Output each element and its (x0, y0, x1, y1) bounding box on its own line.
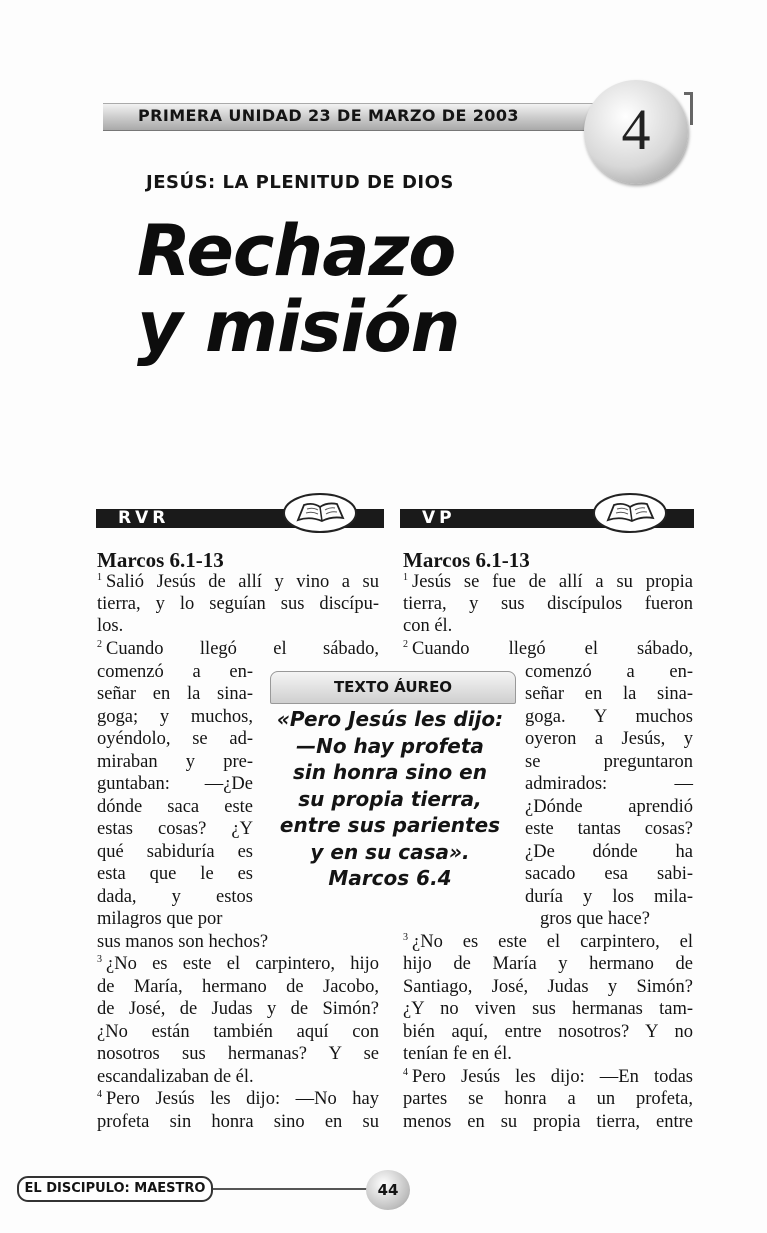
rvr-line: sus manos son hechos? (97, 932, 269, 952)
vp-line: menos en su propia tierra, entre (403, 1112, 693, 1132)
rvr-version-bar (96, 509, 384, 528)
rvr-line: escandalizaban de él. (97, 1067, 254, 1087)
vp-line: duría y los mila- (525, 887, 693, 907)
vp-version-bar (400, 509, 694, 528)
rvr-reference: Marcos 6.1-13 (97, 548, 224, 572)
rvr-line: oyéndolo, se ad- (97, 729, 253, 749)
rvr-line: miraban y pre- (97, 752, 253, 772)
rvr-line: los. (97, 616, 124, 636)
rvr-line: $^2$ Cuando llegó el sábado, (97, 638, 379, 659)
footer-publication-label: EL DISCIPULO: MAESTRO (17, 1176, 213, 1202)
rvr-line: $^1$ Salió Jesús de allí y vino a su (97, 571, 379, 592)
vp-line: $^3$ ¿No es este el carpintero, el (403, 931, 693, 952)
rvr-line: esta que le es (97, 864, 253, 884)
rvr-line: señar en la sina- (97, 684, 253, 704)
lesson-title-line-2: y misión (137, 286, 460, 368)
vp-line: tenían fe en él. (403, 1044, 512, 1064)
rvr-line: dada, y estos (97, 887, 253, 907)
verse-number: 4 (97, 1088, 102, 1100)
vp-line: goga. Y muchos (525, 707, 693, 727)
vp-line: $^4$ Pero Jesús les dijo: —En todas (403, 1066, 693, 1087)
rvr-line: ¿No están también aquí con (97, 1022, 379, 1042)
open-book-icon (282, 492, 358, 534)
golden-text-line: y en su casa». (310, 839, 470, 864)
vp-line: oyeron a Jesús, y (525, 729, 693, 749)
rvr-line: $^4$ Pero Jesús les dijo: —No hay (97, 1088, 379, 1109)
vp-line: comenzó a en- (525, 662, 693, 682)
vp-line: Santiago, José, Judas y Simón? (403, 977, 693, 997)
lesson-title-line-1: Rechazo (137, 210, 456, 292)
golden-text-line: «Pero Jesús les dijo: (276, 707, 504, 731)
rvr-line: dónde saca este (97, 797, 253, 817)
verse-number: 3 (403, 931, 408, 943)
vp-line: gros que hace? (540, 909, 650, 929)
golden-text-label: TEXTO ÁUREO (270, 671, 516, 704)
golden-text-line: su propia tierra, (298, 786, 482, 811)
vp-line: con él. (403, 616, 453, 636)
vp-line: se preguntaron (525, 752, 693, 772)
vp-line: ¿De dónde ha (525, 842, 693, 862)
rvr-line: tierra, y lo seguían sus discípu- (97, 594, 379, 614)
rvr-line: milagros que por (97, 909, 223, 929)
lesson-title (137, 210, 460, 368)
unit-subtitle: JESÚS: LA PLENITUD DE DIOS (146, 172, 454, 193)
vp-line: $^2$ Cuando llegó el sábado, (403, 638, 693, 659)
rvr-line: guntaban: —¿De (97, 774, 253, 794)
vp-label: VP (422, 508, 456, 528)
vp-line: admirados: — (525, 774, 693, 794)
vp-reference: Marcos 6.1-13 (403, 548, 530, 572)
rvr-line: profeta sin honra sino en su (97, 1112, 379, 1132)
page-number: 44 (366, 1170, 410, 1210)
vp-line: sacado esa sabi- (525, 864, 693, 884)
golden-text-line: —No hay profeta (296, 733, 484, 758)
golden-text-line: entre sus parientes (279, 813, 501, 837)
rvr-line: nosotros sus hermanas? Y se (97, 1044, 379, 1064)
verse-number: 2 (403, 638, 408, 650)
rvr-line: comenzó a en- (97, 662, 253, 682)
vp-line: ¿Dónde aprendió (525, 797, 693, 817)
rvr-line: de José, de Judas y de Simón? (97, 999, 379, 1019)
vp-line: $^1$ Jesús se fue de allí a su propia (403, 571, 693, 592)
verse-number: 4 (403, 1066, 408, 1078)
unit-date-header: PRIMERA UNIDAD 23 DE MARZO DE 2003 (138, 106, 519, 125)
rvr-line: goga; y muchos, (97, 707, 253, 727)
rvr-line: $^3$ ¿No es este el carpintero, hijo (97, 953, 379, 974)
vp-line: bién aquí, entre nosotros? Y no (403, 1022, 693, 1042)
rvr-line: qué sabiduría es (97, 842, 253, 862)
vp-line: tierra, y sus discípulos fueron (403, 594, 693, 614)
rvr-line: estas cosas? ¿Y (97, 819, 253, 839)
verse-number: 1 (403, 571, 408, 583)
lesson-number-badge (584, 80, 688, 184)
rvr-label: RVR (118, 508, 170, 528)
vp-line: señar en la sina- (525, 684, 693, 704)
rvr-line: de María, hermano de Jacobo, (97, 977, 379, 997)
vp-line: partes se honra a un profeta, (403, 1089, 693, 1109)
vp-line: ¿Y no viven sus hermanas tam- (403, 999, 693, 1019)
lesson-number: 4 (621, 97, 651, 162)
vp-line: este tantas cosas? (525, 819, 693, 839)
golden-text-reference: Marcos 6.4 (328, 866, 452, 890)
golden-text-line: sin honra sino en (292, 760, 487, 784)
open-book-icon (592, 492, 668, 534)
footer-divider (213, 1188, 368, 1190)
verse-number: 3 (97, 953, 102, 965)
verse-number: 1 (97, 571, 102, 583)
verse-number: 2 (97, 638, 102, 650)
golden-text-quote (262, 706, 518, 892)
vp-line: hijo de María y hermano de (403, 954, 693, 974)
